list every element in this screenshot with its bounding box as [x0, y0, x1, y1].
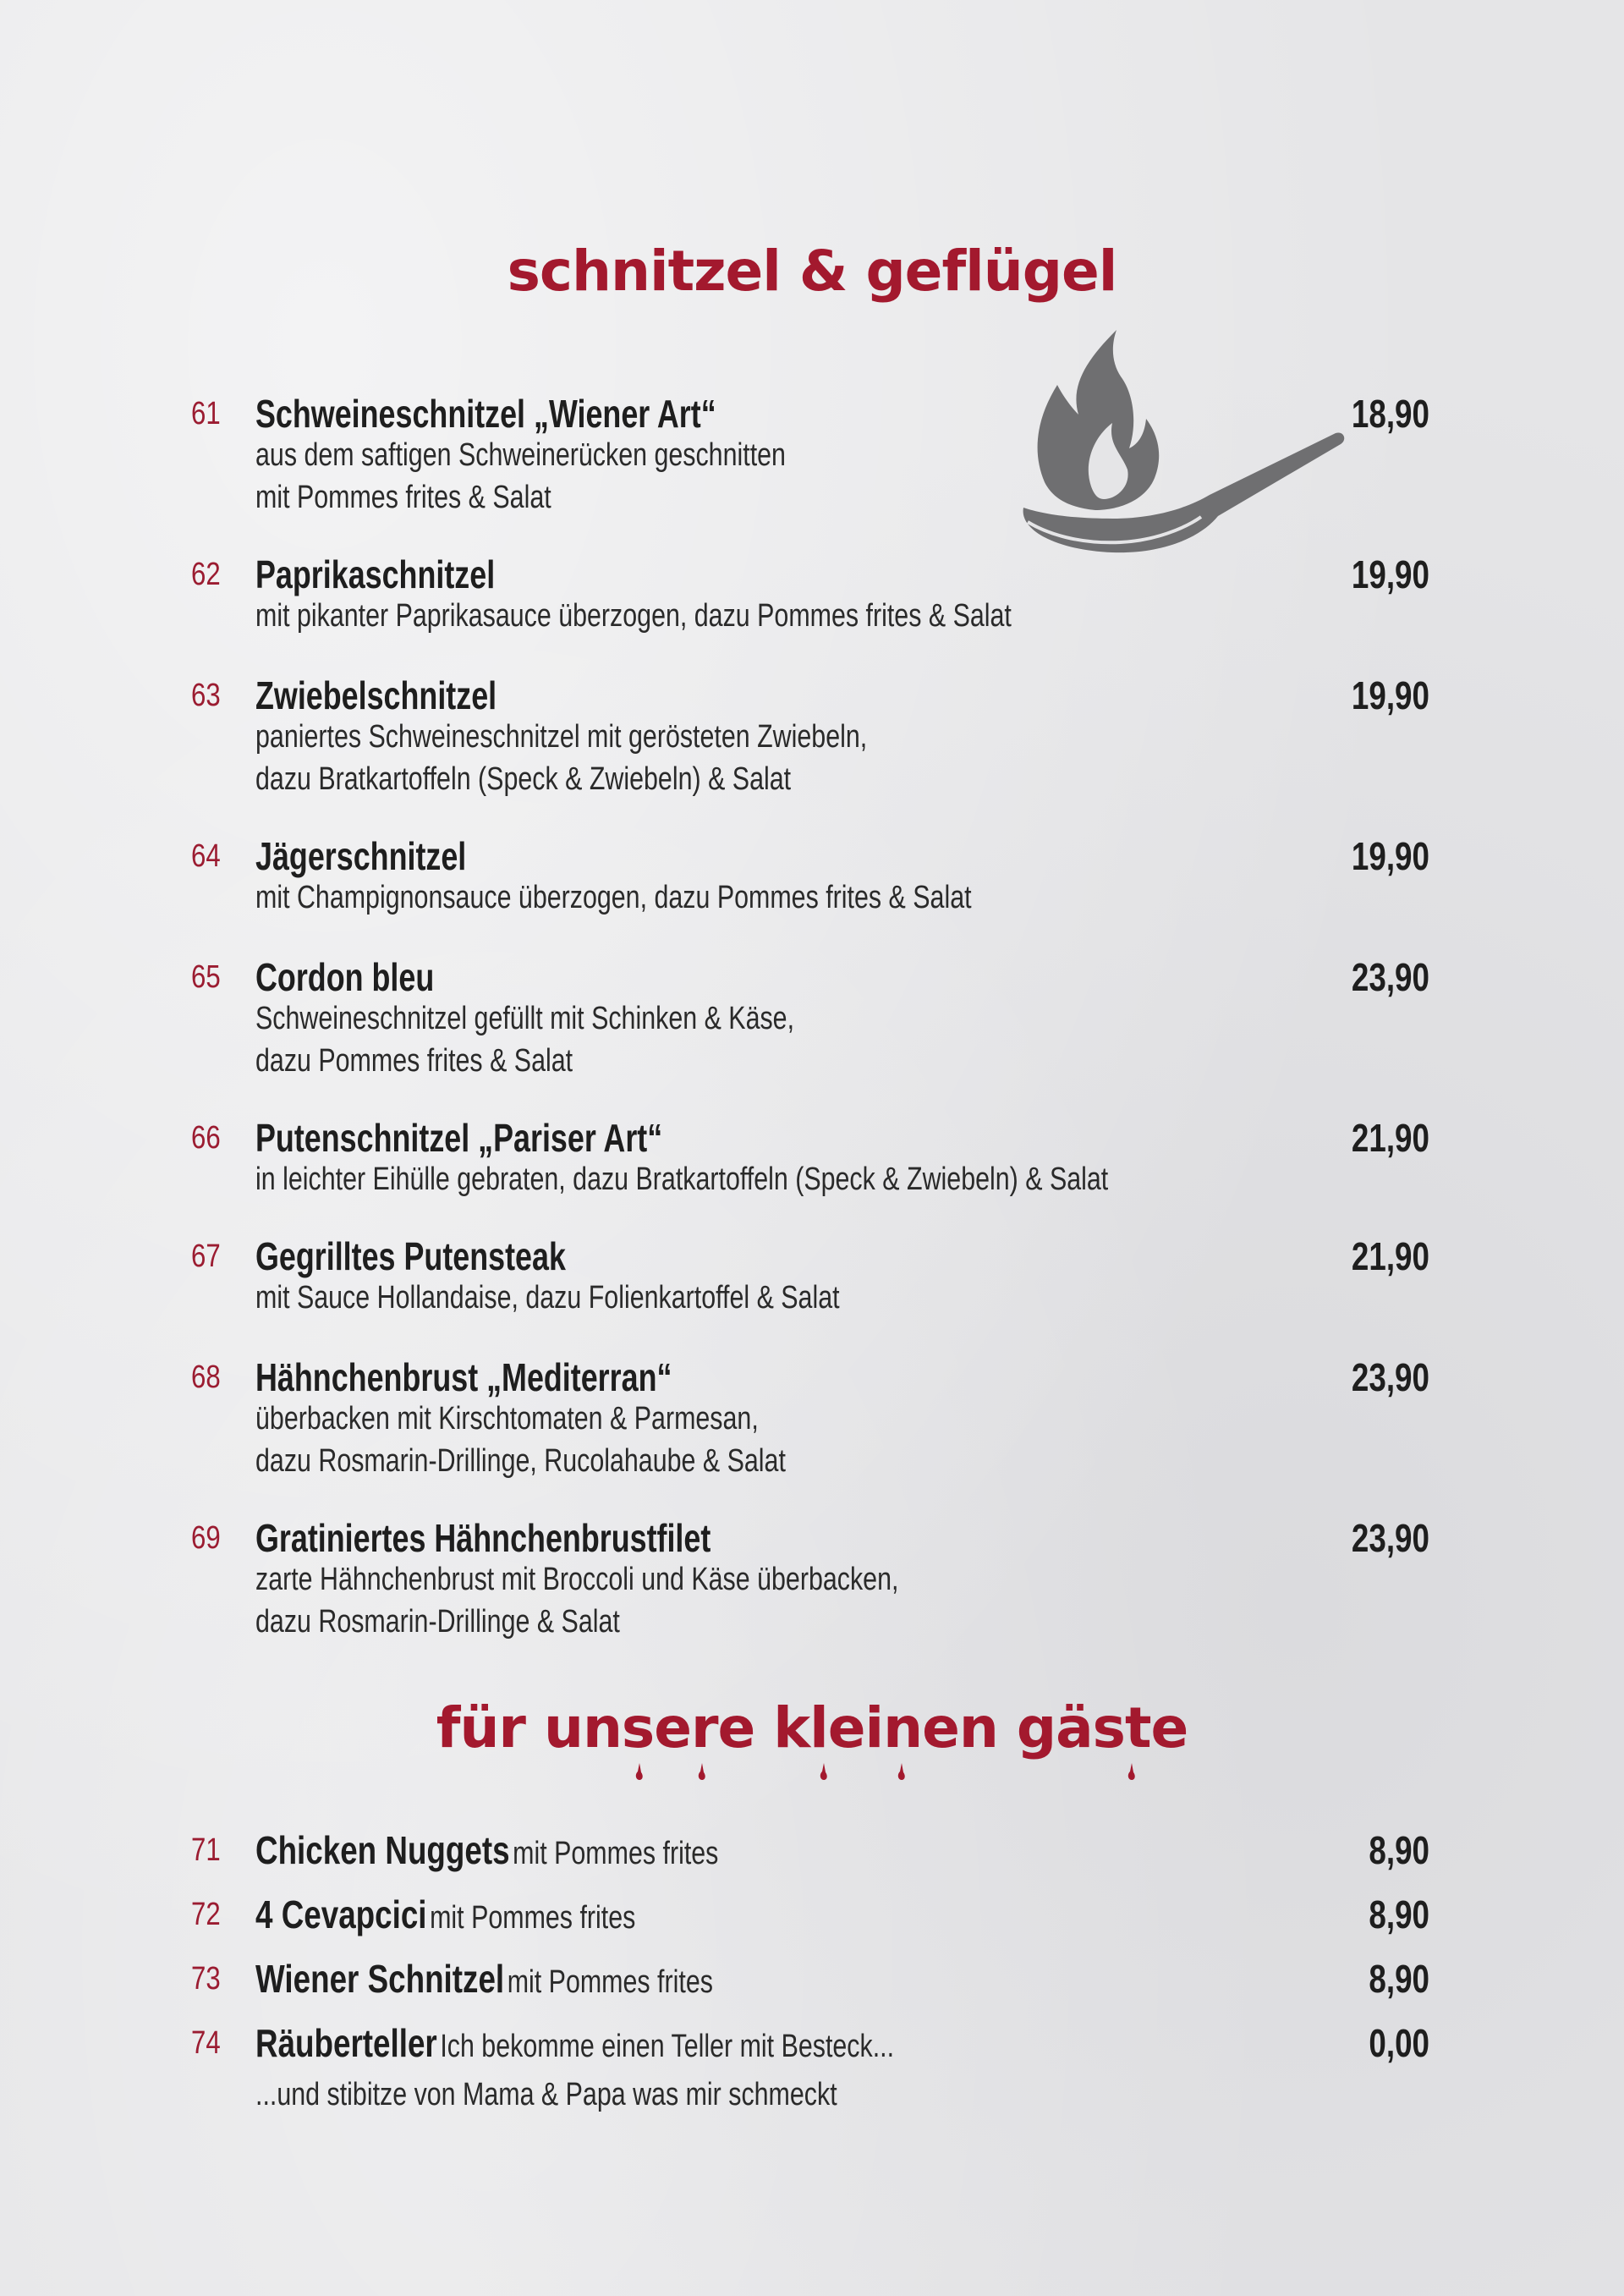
item-description: ...und stibitze von Mama & Papa was mir schmeckt: [255, 2077, 837, 2112]
item-description: in leichter Eihülle gebraten, dazu Bratkartoffeln (Speck & Zwiebeln) & Salat: [255, 1162, 1109, 1197]
item-name: Putenschnitzel „Pariser Art“: [255, 1116, 663, 1160]
section-title-kids: für unsere kleinen gäste: [436, 1695, 1188, 1760]
item-name: Hähnchenbrust „Mediterran“: [255, 1355, 672, 1399]
item-description: dazu Pommes frites & Salat: [255, 1043, 573, 1079]
item-name: Cordon bleu: [255, 955, 435, 999]
item-number: 64: [191, 838, 221, 874]
item-number: 71: [191, 1832, 221, 1868]
item-price: 18,90: [1351, 392, 1429, 436]
drip-decoration-icon: [895, 1763, 908, 1782]
item-name: Gratiniertes Hähnchenbrustfilet: [255, 1516, 711, 1560]
item-number: 72: [191, 1897, 221, 1932]
item-description: mit Pommes frites: [507, 1964, 713, 2000]
drip-decoration-icon: [633, 1763, 646, 1782]
item-name: Räuberteller: [255, 2021, 437, 2065]
item-name: Gegrilltes Putensteak: [255, 1234, 566, 1278]
item-price: 21,90: [1351, 1234, 1429, 1278]
section-title-schnitzel: schnitzel & geflügel: [507, 239, 1117, 304]
item-name: Wiener Schnitzel: [255, 1957, 505, 2001]
drip-decoration-icon: [1125, 1763, 1138, 1782]
item-name: Schweineschnitzel „Wiener Art“: [255, 392, 716, 436]
item-number: 74: [191, 2025, 221, 2061]
item-name: Chicken Nuggets: [255, 1828, 510, 1872]
item-price: 23,90: [1351, 1355, 1429, 1399]
item-description: Schweineschnitzel gefüllt mit Schinken & Käse,: [255, 1001, 795, 1036]
item-price: 8,90: [1369, 1828, 1429, 1872]
item-number: 65: [191, 959, 221, 995]
item-description: paniertes Schweineschnitzel mit gerösteten Zwiebeln,: [255, 719, 868, 755]
item-price: 8,90: [1369, 1892, 1429, 1936]
item-description: überbacken mit Kirschtomaten & Parmesan,: [255, 1401, 759, 1436]
item-price: 19,90: [1351, 834, 1429, 878]
item-price: 19,90: [1351, 552, 1429, 596]
item-price: 23,90: [1351, 1516, 1429, 1560]
item-price: 21,90: [1351, 1116, 1429, 1160]
item-number: 63: [191, 678, 221, 713]
item-number: 69: [191, 1520, 221, 1556]
item-price: 8,90: [1369, 1957, 1429, 2001]
item-number: 62: [191, 557, 221, 592]
item-price: 19,90: [1351, 673, 1429, 717]
item-description: mit Pommes frites: [430, 1900, 636, 1936]
item-number: 66: [191, 1120, 221, 1156]
item-name: Paprikaschnitzel: [255, 552, 496, 596]
item-name: Jägerschnitzel: [255, 834, 467, 878]
item-price: 0,00: [1369, 2021, 1429, 2065]
item-number: 73: [191, 1961, 221, 1997]
item-description: mit Pommes frites: [513, 1836, 719, 1871]
item-number: 68: [191, 1359, 221, 1395]
item-description: aus dem saftigen Schweinerücken geschnitten: [255, 437, 786, 473]
item-number: 67: [191, 1239, 221, 1274]
item-price: 23,90: [1351, 955, 1429, 999]
item-description: mit Champignonsauce überzogen, dazu Pommes frites & Salat: [255, 880, 972, 915]
drip-decoration-icon: [695, 1763, 709, 1782]
item-description: mit Pommes frites & Salat: [255, 480, 551, 515]
item-description: mit pikanter Paprikasauce überzogen, dazu Pommes frites & Salat: [255, 598, 1012, 634]
item-description: Ich bekomme einen Teller mit Besteck...: [440, 2029, 895, 2064]
item-description: zarte Hähnchenbrust mit Broccoli und Käse überbacken,: [255, 1562, 899, 1597]
item-name: Zwiebelschnitzel: [255, 673, 497, 717]
item-description: dazu Rosmarin-Drillinge, Rucolahaube & Salat: [255, 1443, 786, 1479]
drip-decoration-icon: [817, 1763, 831, 1782]
item-description: mit Sauce Hollandaise, dazu Folienkartoffel & Salat: [255, 1280, 840, 1316]
item-name: 4 Cevapcici: [255, 1892, 427, 1936]
item-description: dazu Bratkartoffeln (Speck & Zwiebeln) & Salat: [255, 761, 792, 797]
item-description: dazu Rosmarin-Drillinge & Salat: [255, 1604, 620, 1640]
item-number: 61: [191, 396, 221, 431]
